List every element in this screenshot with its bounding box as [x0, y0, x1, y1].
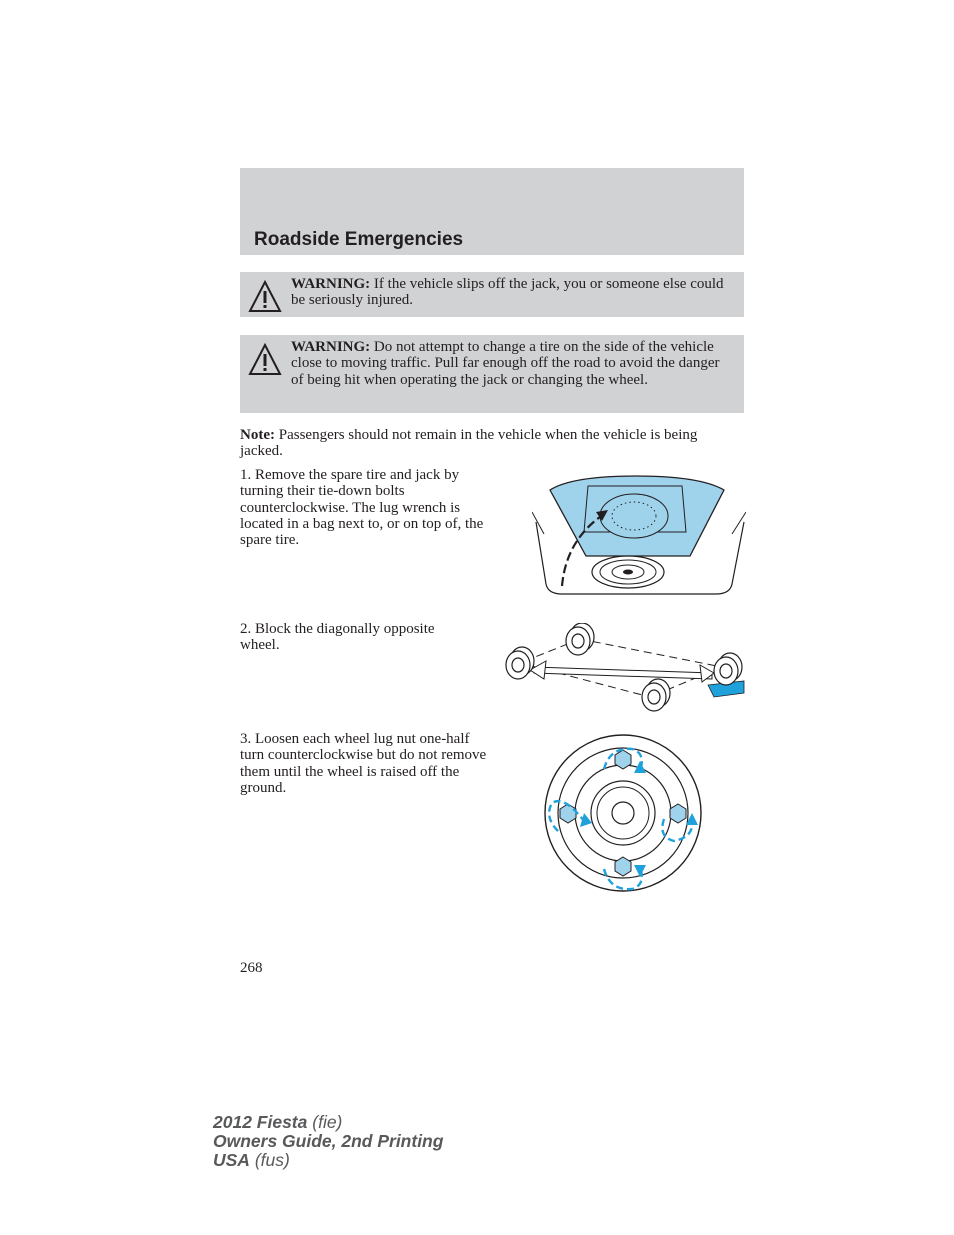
step-3-text: 3. Loosen each wheel lug nut one-half turn counterclockwise but do not remove them until the wheel is raised off the ground.	[240, 731, 487, 796]
step-2-text: 2. Block the diagonally opposite wheel.	[240, 621, 435, 654]
footer-guide: Owners Guide, 2nd Printing	[213, 1131, 444, 1151]
note-paragraph	[240, 427, 740, 460]
warning-box-2	[240, 335, 744, 413]
lug-nut-loosening-illustration	[540, 733, 706, 893]
footer-line-1	[213, 1113, 443, 1132]
note-body: Passengers should not remain in the vehicle when the vehicle is being jacked.	[240, 427, 698, 460]
footer-market-code: (fus)	[254, 1150, 290, 1170]
footer-line-3	[213, 1151, 443, 1170]
warning-box-1	[240, 272, 744, 317]
footer-model-code: (fie)	[312, 1112, 343, 1132]
footer-line-2	[213, 1132, 443, 1151]
warning-body: Do not attempt to change a tire on the side of the vehicle close to moving traffic. Pull far enough off the road to avoid the danger of being hit when operating the jack or changing the wheel.	[291, 339, 720, 388]
warning-triangle-icon	[248, 280, 282, 314]
warning-body: If the vehicle slips off the jack, you or someone else could be seriously injured.	[291, 276, 724, 309]
step-1-text: 1. Remove the spare tire and jack by turning their tie-down bolts counterclockwise. The lug wrench is located in a bag next to, or on top of, the spare tire.	[240, 467, 484, 549]
page-number: 268	[240, 960, 263, 976]
note-label: Note:	[240, 427, 275, 443]
warning-text-2	[246, 339, 734, 388]
warning-triangle-icon	[248, 343, 282, 377]
spare-tire-illustration	[532, 472, 746, 600]
warning-label: WARNING:	[291, 276, 371, 292]
warning-text-1	[246, 276, 734, 309]
section-header-band	[240, 168, 744, 255]
section-title: Roadside Emergencies	[254, 229, 464, 250]
block-wheel-illustration	[500, 623, 746, 719]
footer-model: 2012 Fiesta	[213, 1112, 308, 1132]
warning-label: WARNING:	[291, 339, 371, 355]
footer-market: USA	[213, 1150, 250, 1170]
document-footer	[213, 1113, 443, 1170]
